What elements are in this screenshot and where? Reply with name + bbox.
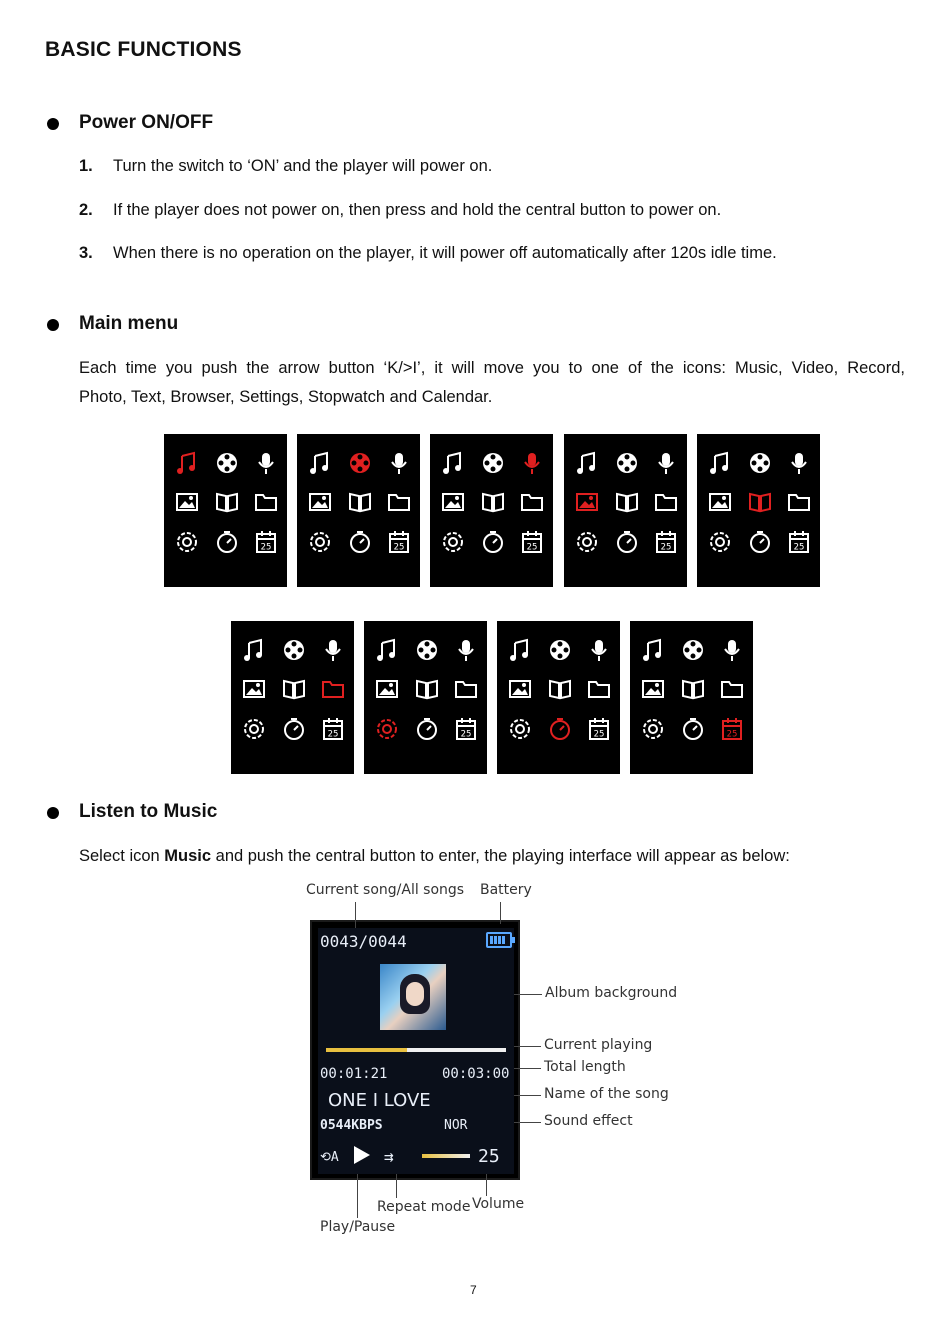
page-number: 7 (470, 1283, 477, 1297)
record-icon (386, 450, 412, 476)
music-icon (440, 450, 466, 476)
stopwatch-icon (414, 716, 440, 742)
stopwatch-icon (347, 529, 373, 555)
calendar-icon (386, 529, 412, 555)
photo-icon (374, 676, 400, 702)
main-menu-text-line: Each time you push the arrow button ‘K/>I’, it will move you to one of the icons: Music, Video, Record, (79, 359, 905, 377)
repeat-all-icon: ⟲A (320, 1150, 339, 1165)
song-name: ONE I LOVE (328, 1090, 431, 1111)
menu-screen (297, 434, 420, 587)
browser-icon (386, 489, 412, 515)
text-icon (214, 489, 240, 515)
video-icon (614, 450, 640, 476)
callout-line (514, 994, 542, 995)
progress-bar (326, 1048, 506, 1052)
browser-icon (786, 489, 812, 515)
music-icon (707, 450, 733, 476)
video-icon (414, 637, 440, 663)
calendar-icon (786, 529, 812, 555)
text-icon (480, 489, 506, 515)
power-step (79, 239, 777, 268)
video-icon (347, 450, 373, 476)
repeat-mode-icon: ⇉ (384, 1147, 394, 1166)
photo-icon (440, 489, 466, 515)
calendar-icon (453, 716, 479, 742)
video-icon (680, 637, 706, 663)
photo-icon (307, 489, 333, 515)
music-icon (307, 450, 333, 476)
text-icon (281, 676, 307, 702)
music-icon (640, 637, 666, 663)
volume-value: 25 (478, 1146, 500, 1167)
settings-icon (507, 716, 533, 742)
menu-screen (697, 434, 820, 587)
text-icon (414, 676, 440, 702)
music-icon (507, 637, 533, 663)
svg-text:25: 25 (260, 542, 272, 553)
stopwatch-icon (614, 529, 640, 555)
photo-icon (640, 676, 666, 702)
svg-text:25: 25 (726, 729, 738, 740)
power-step (79, 196, 721, 225)
music-icon (174, 450, 200, 476)
bullet (47, 118, 59, 130)
calendar-icon (719, 716, 745, 742)
callout-line (514, 1122, 541, 1123)
stopwatch-icon (281, 716, 307, 742)
intro-bold: Music (164, 847, 212, 865)
video-icon (480, 450, 506, 476)
record-icon (653, 450, 679, 476)
stopwatch-icon (680, 716, 706, 742)
photo-icon (574, 489, 600, 515)
player-display (318, 928, 514, 1174)
main-menu-section-title: Main menu (79, 313, 179, 334)
svg-text:25: 25 (393, 542, 405, 553)
player-screen (310, 920, 520, 1180)
text-icon (680, 676, 706, 702)
callout-line (514, 1046, 541, 1047)
volume-bar (422, 1154, 470, 1158)
record-icon (586, 637, 612, 663)
callout-song-name: Name of the song (544, 1086, 669, 1102)
calendar-icon (253, 529, 279, 555)
calendar-icon (653, 529, 679, 555)
callout-line (514, 1068, 541, 1069)
svg-text:25: 25 (460, 729, 472, 740)
main-menu-text-line: Photo, Text, Browser, Settings, Stopwatch and Calendar. (79, 388, 493, 406)
total-time: 00:03:00 (442, 1066, 510, 1082)
settings-icon (440, 529, 466, 555)
callout-line (396, 1174, 397, 1198)
svg-text:25: 25 (526, 542, 538, 553)
current-time: 00:01:21 (320, 1066, 388, 1082)
stopwatch-icon (480, 529, 506, 555)
video-icon (547, 637, 573, 663)
photo-icon (707, 489, 733, 515)
callout-album: Album background (545, 985, 678, 1001)
music-icon (374, 637, 400, 663)
record-icon (253, 450, 279, 476)
album-art (380, 964, 446, 1030)
callout-line (355, 902, 356, 928)
svg-text:25: 25 (593, 729, 605, 740)
step-text: Turn the switch to ‘ON’ and the player will power on. (113, 157, 493, 175)
intro-text: and push the central button to enter, the playing interface will appear as below: (211, 847, 790, 865)
browser-icon (519, 489, 545, 515)
menu-screen (430, 434, 553, 587)
music-icon (241, 637, 267, 663)
photo-icon (507, 676, 533, 702)
bullet (47, 807, 59, 819)
callout-line (514, 1095, 541, 1096)
track-counter: 0043/0044 (320, 932, 407, 951)
menu-screen (231, 621, 354, 774)
callout-sound-effect: Sound effect (544, 1113, 633, 1129)
video-icon (747, 450, 773, 476)
settings-icon (307, 529, 333, 555)
settings-icon (241, 716, 267, 742)
text-icon (614, 489, 640, 515)
callout-volume: Volume (472, 1196, 525, 1212)
browser-icon (453, 676, 479, 702)
browser-icon (586, 676, 612, 702)
menu-screen (564, 434, 687, 587)
settings-icon (374, 716, 400, 742)
stopwatch-icon (214, 529, 240, 555)
menu-screen (364, 621, 487, 774)
callout-song-count: Current song/All songs (306, 882, 465, 898)
calendar-icon (519, 529, 545, 555)
svg-text:25: 25 (660, 542, 672, 553)
callout-current-playing: Current playing (544, 1037, 653, 1053)
stopwatch-icon (747, 529, 773, 555)
step-number: 3. (79, 244, 93, 262)
progress-fill (326, 1048, 407, 1052)
browser-icon (719, 676, 745, 702)
browser-icon (253, 489, 279, 515)
callout-battery: Battery (480, 882, 532, 898)
calendar-icon (320, 716, 346, 742)
power-step (79, 152, 492, 181)
callout-play-pause: Play/Pause (320, 1219, 396, 1235)
step-number: 2. (79, 201, 93, 219)
callout-line (357, 1174, 358, 1218)
svg-text:25: 25 (793, 542, 805, 553)
menu-screen (164, 434, 287, 587)
settings-icon (640, 716, 666, 742)
photo-icon (174, 489, 200, 515)
text-icon (547, 676, 573, 702)
video-icon (214, 450, 240, 476)
callout-line (486, 1174, 487, 1196)
music-section-title: Listen to Music (79, 801, 218, 822)
text-icon (347, 489, 373, 515)
photo-icon (241, 676, 267, 702)
browser-icon (320, 676, 346, 702)
settings-icon (574, 529, 600, 555)
music-icon (574, 450, 600, 476)
bitrate: 0544KBPS (320, 1118, 383, 1133)
step-number: 1. (79, 157, 93, 175)
record-icon (719, 637, 745, 663)
callout-line (500, 902, 501, 924)
stopwatch-icon (547, 716, 573, 742)
record-icon (519, 450, 545, 476)
video-icon (281, 637, 307, 663)
power-section-title: Power ON/OFF (79, 112, 214, 133)
play-icon (354, 1146, 370, 1164)
battery-icon (486, 932, 512, 948)
menu-screen (630, 621, 753, 774)
settings-icon (174, 529, 200, 555)
eq-mode: NOR (444, 1118, 468, 1133)
step-text: When there is no operation on the player, it will power off automatically after 120s idle time. (113, 244, 777, 262)
step-text: If the player does not power on, then press and hold the central button to power on. (113, 201, 722, 219)
record-icon (320, 637, 346, 663)
text-icon (747, 489, 773, 515)
bullet (47, 319, 59, 331)
menu-screen (497, 621, 620, 774)
callout-repeat-mode: Repeat mode (377, 1199, 471, 1215)
intro-text: Select icon (79, 847, 165, 865)
settings-icon (707, 529, 733, 555)
callout-total-length: Total length (544, 1059, 626, 1075)
browser-icon (653, 489, 679, 515)
svg-text:25: 25 (327, 729, 339, 740)
page-heading: BASIC FUNCTIONS (45, 38, 242, 61)
calendar-icon (586, 716, 612, 742)
record-icon (453, 637, 479, 663)
record-icon (786, 450, 812, 476)
music-intro (79, 842, 790, 871)
